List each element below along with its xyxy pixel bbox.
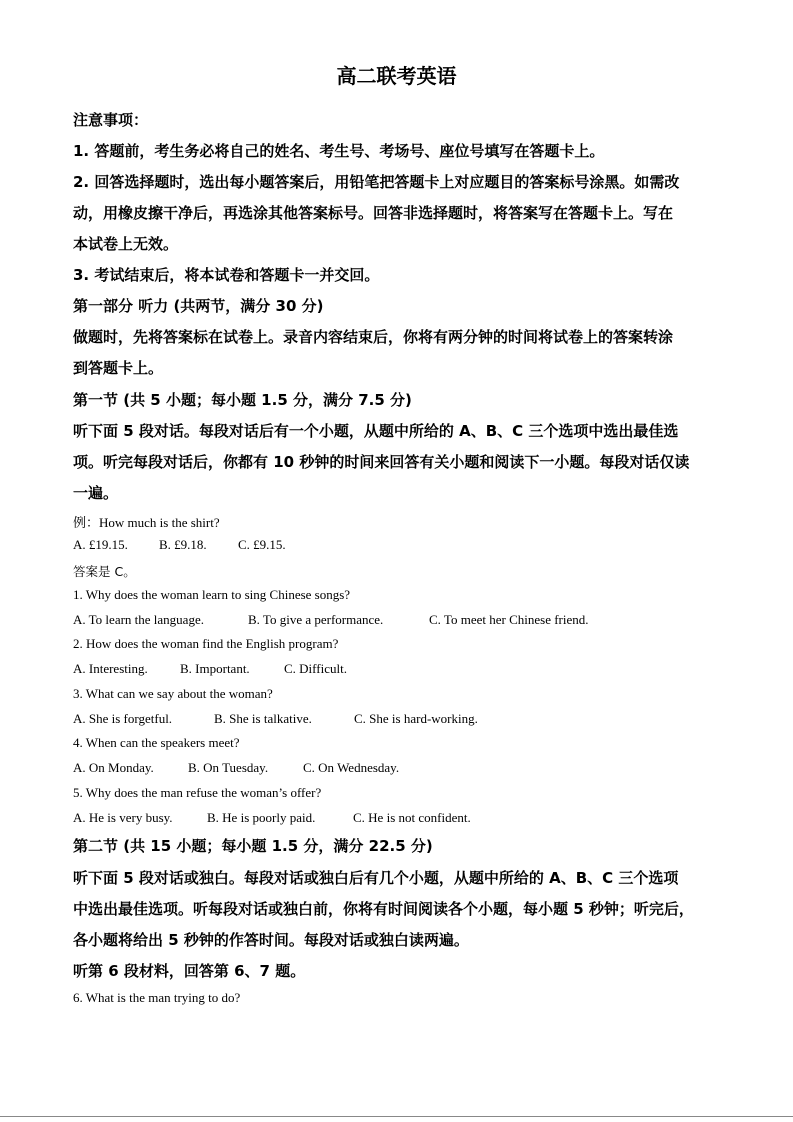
section2-instruction-line-1: 听下面 5 段对话或独白。每段对话或独白后有几个小题，从题中所给的 A、B、C 三个选项: [73, 869, 679, 887]
question-4-option-c: C. On Wednesday.: [303, 760, 400, 775]
page-title: 高二联考英语: [336, 64, 457, 88]
question-4-option-b: B. On Tuesday.: [188, 760, 269, 775]
question-5-option-b: B. He is poorly paid.: [207, 810, 316, 825]
question-2: 2. How does the woman find the English program?: [73, 636, 339, 651]
notice-heading: 注意事项：: [73, 111, 149, 129]
question-3-option-c: C. She is hard-working.: [354, 711, 478, 726]
section2-instruction-line-2: 中选出最佳选项。听每段对话或独白前，你将有时间阅读各个小题，每小题 5 秒钟；听完后，: [73, 900, 694, 918]
example-option-c: C. £9.15.: [238, 537, 286, 552]
section2-instruction-line-3: 各小题将给出 5 秒钟的作答时间。每段对话或独白读两遍。: [73, 931, 469, 949]
section1-heading: 第一节 (共 5 小题；每小题 1.5 分，满分 7.5 分): [73, 391, 412, 409]
section1-instruction-line-3: 一遍。: [73, 484, 119, 502]
section2-heading: 第二节 (共 15 小题；每小题 1.5 分，满分 22.5 分): [73, 837, 433, 855]
part1-instruction-line-1: 做题时，先将答案标在试卷上。录音内容结束后，你将有两分钟的时间将试卷上的答案转涂: [73, 328, 674, 346]
notice-item-1: 1. 答题前，考生务必将自己的姓名、考生号、考场号、座位号填写在答题卡上。: [73, 142, 605, 160]
question-4-option-a: A. On Monday.: [73, 760, 154, 775]
question-2-option-c: C. Difficult.: [284, 661, 347, 676]
section1-instruction-line-1: 听下面 5 段对话。每段对话后有一个小题，从题中所给的 A、B、C 三个选项中选出最佳选: [73, 422, 679, 440]
question-5: 5. Why does the man refuse the woman’s offer?: [73, 785, 322, 800]
question-3-option-a: A. She is forgetful.: [73, 711, 173, 726]
part1-instruction-line-2: 到答题卡上。: [73, 359, 164, 377]
example-option-a: A. £19.15.: [73, 537, 128, 552]
question-3-option-b: B. She is talkative.: [214, 711, 312, 726]
section1-instruction-line-2: 项。听完每段对话后，你都有 10 秒钟的时间来回答有关小题和阅读下一小题。每段对话仅读: [73, 453, 690, 471]
question-1-option-b: B. To give a performance.: [248, 612, 384, 627]
question-2-option-b: B. Important.: [180, 661, 250, 676]
example-answer: 答案是 C。: [73, 564, 136, 579]
notice-item-2-line-3: 本试卷上无效。: [73, 235, 179, 253]
notice-item-2-line-2: 动，用橡皮擦干净后，再选涂其他答案标号。回答非选择题时，将答案写在答题卡上。写在: [73, 204, 674, 222]
question-5-option-a: A. He is very busy.: [73, 810, 173, 825]
question-3: 3. What can we say about the woman?: [73, 686, 273, 701]
question-1: 1. Why does the woman learn to sing Chinese songs?: [73, 587, 351, 602]
question-5-option-c: C. He is not confident.: [353, 810, 471, 825]
notice-item-3: 3. 考试结束后，将本试卷和答题卡一并交回。: [73, 266, 380, 284]
part1-heading: 第一部分 听力 (共两节，满分 30 分): [73, 297, 324, 315]
example-option-b: B. £9.18.: [159, 537, 207, 552]
page-bottom-rule: [0, 1116, 793, 1117]
question-6: 6. What is the man trying to do?: [73, 990, 241, 1005]
question-2-option-a: A. Interesting.: [73, 661, 148, 676]
question-4: 4. When can the speakers meet?: [73, 735, 240, 750]
question-1-option-c: C. To meet her Chinese friend.: [429, 612, 589, 627]
material-6-heading: 听第 6 段材料，回答第 6、7 题。: [73, 962, 306, 980]
question-1-option-a: A. To learn the language.: [73, 612, 204, 627]
example-question: 例：How much is the shirt?: [73, 515, 220, 530]
notice-item-2-line-1: 2. 回答选择题时，选出每小题答案后，用铅笔把答题卡上对应题目的答案标号涂黑。如需改: [73, 173, 680, 191]
